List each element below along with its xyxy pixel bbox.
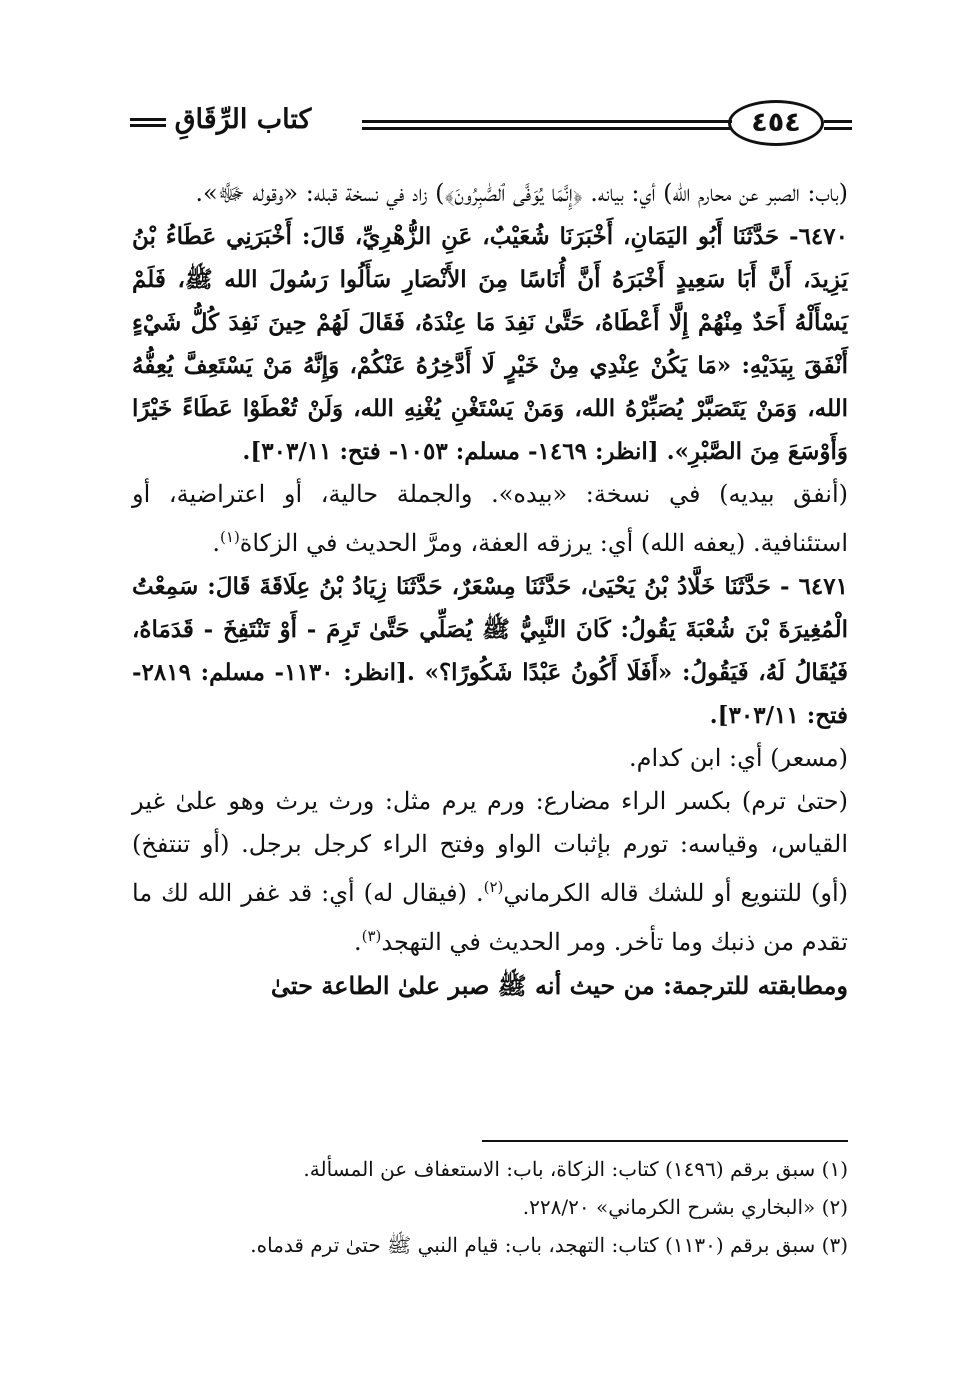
commentary-paragraph: (أنفق بيديه) في نسخة: «بيده». والجملة حالية، أو اعتراضية، أو استئنافية. (يعفه الله) أي: يرزقه العفة، ومرَّ الحديث في الزكاة$^{(١)}$. <box>132 480 848 557</box>
book-title: كتاب الرِّقَاقِ <box>174 104 312 135</box>
footnote-ref-1: (١) <box>220 528 240 546</box>
footnote-item: (١) سبق برقم (١٤٩٦) كتاب: الزكاة، باب: الاستعفاف عن المسألة. <box>303 1157 848 1181</box>
footnote-item: (٣) سبق برقم (١١٣٠) كتاب: التهجد، باب: قيام النبي ﷺ حتىٰ ترم قدماه. <box>250 1233 848 1257</box>
page-header <box>130 98 852 154</box>
commentary-paragraph: (حتىٰ ترم) بكسر الراء مضارع: ورم يرم مثل: ورث يرث وهو علىٰ غير القياس، وقياسه: تورم بإثبات الواو وفتح الراء كرجل برجل. (أو تنتفخ) (أو) للتنويع أو للشك قاله الكرماني$^{(٢)}$. (فيقال له) أي: قد غفر الله لك ما تقدم من ذنبك وما تأخر. ومر الحديث في التهجد$^{(٣)}$. <box>132 787 848 956</box>
footnote-ref-2: (٢) <box>483 878 504 896</box>
commentary-paragraph: (مسعر) أي: ابن كدام. <box>628 744 848 772</box>
header-ornament-right <box>824 120 852 130</box>
chapter-heading-paragraph: (باب: الصبر عن محارم الله) أي: بيانه. ﴿إِنَّمَا يُوَفَّى ٱلصَّٰبِرُونَ﴾) زاد في نسخة قبله: «وقوله ﷻ». <box>195 179 848 207</box>
footnote-ref-3: (٣) <box>361 927 382 945</box>
hadith-6471: ٦٤٧١ - حَدَّثَنَا خَلَّادُ بْنُ يَحْيَىٰ، حَدَّثَنَا مِسْعَرٌ، حَدَّثَنَا زِيَادُ بْنُ عِلَاقَةَ قَالَ: سَمِعْتُ الْمُغِيرَةَ بْنَ شُعْبَةَ يَقُولُ: كَانَ النَّبِيُّ ﷺ يُصَلِّي حَتَّىٰ تَرِمَ - أَوْ تَنْتَفِخَ - قَدَمَاهُ، فَيُقَالُ لَهُ، فَيَقُولُ: «أَفَلَا أَكُونُ عَبْدًا شَكُورًا؟» .[انظر: ١١٣٠- مسلم: ٢٨١٩- فتح: ٣٠٣/١١]. <box>132 573 848 729</box>
header-ornament <box>130 118 166 127</box>
commentary-text: (أنفق بيديه) في نسخة: «بيده». والجملة حالية، أو اعتراضية، أو استئنافية. (يعفه الله) أي: يرزقه العفة، ومرَّ الحديث في الزكاة <box>132 480 848 557</box>
footnotes <box>132 1150 848 1264</box>
commentary-paragraph: ومطابقته للترجمة: من حيث أنه ﷺ صبر علىٰ الطاعة حتىٰ <box>270 971 848 1000</box>
page-number: ٤٥٤ <box>728 100 824 146</box>
commentary-text: (حتىٰ ترم) بكسر الراء مضارع: ورم يرم مثل: ورث يرث وهو علىٰ غير القياس، وقياسه: تورم بإثبات الواو وفتح الراء كرجل برجل. (أو تنتفخ) (أو) للتنويع أو للشك قاله الكرماني <box>132 787 848 907</box>
hadith-6470: ٦٤٧٠- حَدَّثَنَا أَبُو اليَمَانِ، أَخْبَرَنَا شُعَيْبٌ، عَنِ الزُّهْرِيِّ، قَالَ: أَخْبَرَنِي عَطَاءُ بْنُ يَزِيدَ، أَنَّ أَبَا سَعِيدٍ أَخْبَرَهُ أَنَّ أُنَاسًا مِنَ الأَنْصَارِ سَأَلُوا رَسُولَ الله ﷺ، فَلَمْ يَسْأَلْهُ أَحَدٌ مِنْهُمْ إِلَّا أَعْطَاهُ، حَتَّىٰ نَفِدَ مَا عِنْدَهُ، فَقَالَ لَهُمْ حِينَ نَفِدَ كُلُّ شَيْءٍ أَنْفَقَ بِيَدَيْهِ: «مَا يَكُنْ عِنْدِي مِنْ خَيْرٍ لَا أَدَّخِرُهُ عَنْكُمْ، وَإِنَّهُ مَنْ يَسْتَعِفَّ يُعِفُّهُ الله، وَمَنْ يَتَصَبَّرْ يُصَبِّرْهُ الله، وَمَنْ يَسْتَغْنِ يُغْنِهِ الله، وَلَنْ تُعْطَوْا عَطَاءً خَيْرًا وَأَوْسَعَ مِنَ الصَّبْرِ». [انظر: ١٤٦٩- مسلم: ١٠٥٣- فتح: ٣٠٣/١١]. <box>132 223 848 465</box>
commentary-text: . (فيقال له) أي: قد غفر الله لك ما تقدم من ذنبك وما تأخر. ومر الحديث في التهجد <box>132 879 848 956</box>
header-rule <box>362 120 732 130</box>
main-text <box>132 172 848 1007</box>
footnote-item: (٢) «البخاري بشرح الكرماني» ٢٢٨/٢٠. <box>522 1195 848 1219</box>
footnote-divider <box>482 1140 848 1142</box>
